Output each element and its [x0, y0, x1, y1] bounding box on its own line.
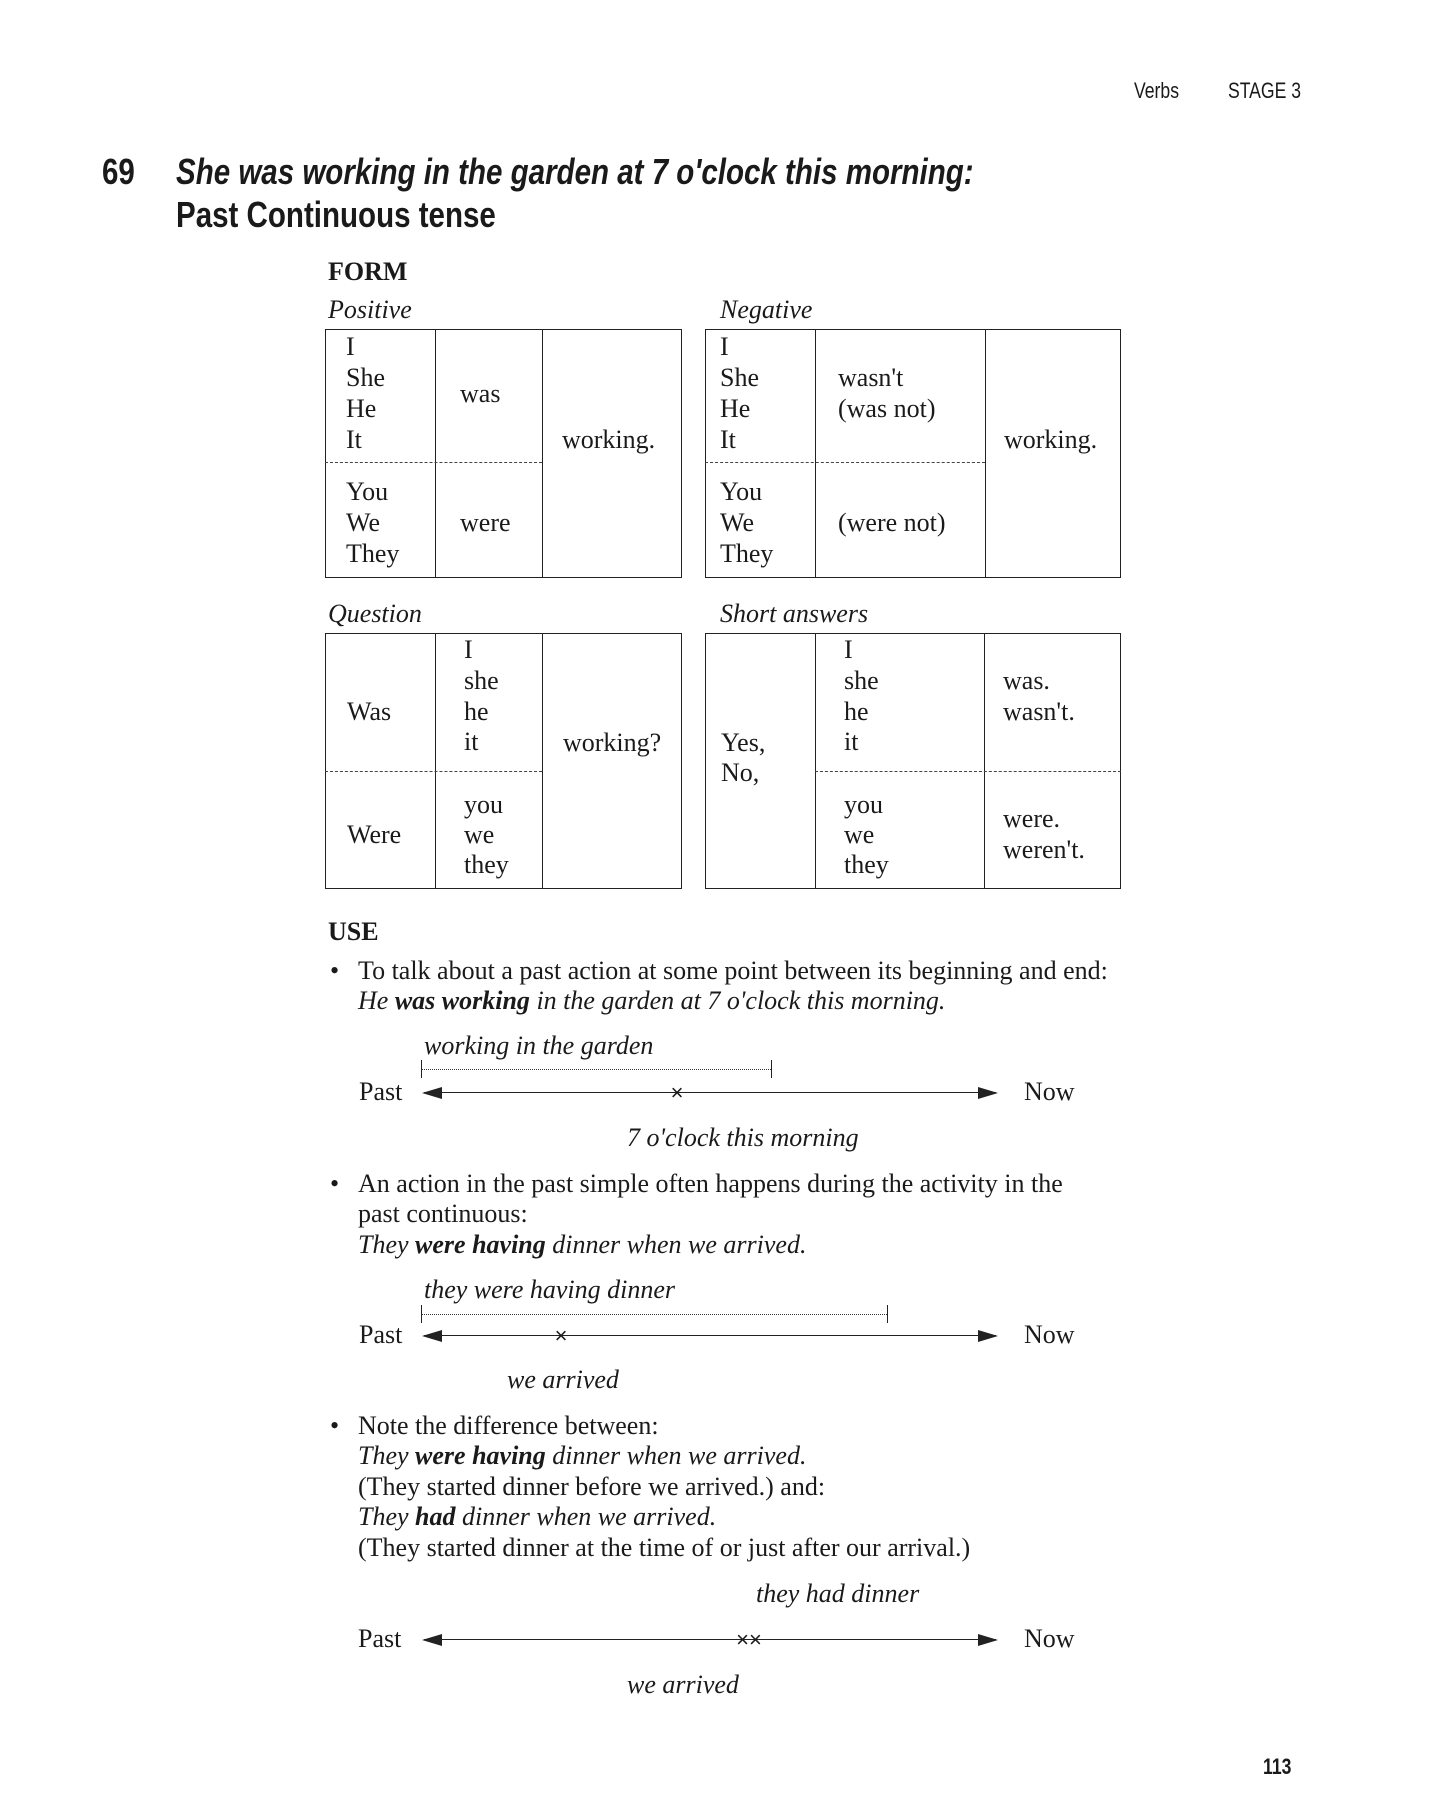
- main-verb: working?: [563, 728, 662, 757]
- positive-label: Positive: [328, 295, 412, 324]
- past-label: Past: [359, 1320, 403, 1349]
- use-text: Note the difference between:: [358, 1411, 659, 1440]
- use-text: To talk about a past action at some point between its beginning and end:: [358, 956, 1108, 985]
- verb: were: [460, 508, 511, 537]
- now-label: Now: [1024, 1077, 1075, 1106]
- now-label: Now: [1024, 1320, 1075, 1349]
- double-x-mark: ××: [736, 1627, 762, 1652]
- use-text: (They started dinner at the time of or just after our arrival.): [358, 1533, 971, 1562]
- subject: I: [346, 332, 355, 361]
- subject: it: [464, 727, 479, 756]
- subject: She: [346, 363, 385, 392]
- unit-title: She was working in the garden at 7 o'clock this morning:: [176, 151, 974, 192]
- subject: They: [346, 539, 400, 568]
- page-number: 113: [1263, 1754, 1292, 1779]
- subject: she: [844, 666, 879, 695]
- subject: you: [844, 790, 883, 819]
- short-answers-label: Short answers: [720, 599, 869, 628]
- verb: (were not): [838, 508, 946, 537]
- subject: she: [464, 666, 499, 695]
- question-label: Question: [328, 599, 422, 628]
- yes: Yes,: [721, 728, 766, 757]
- verb: wasn't: [838, 363, 904, 392]
- bullet-icon: •: [330, 1411, 340, 1440]
- main-verb: working.: [562, 425, 656, 454]
- subject: We: [346, 508, 380, 537]
- auxiliary: Were: [347, 820, 402, 849]
- subject: You: [346, 477, 389, 506]
- use-heading: USE: [328, 917, 379, 946]
- running-header-stage: STAGE 3: [1228, 78, 1302, 103]
- past-label: Past: [358, 1624, 402, 1653]
- subject: we: [844, 820, 875, 849]
- unit-number: 69: [102, 151, 135, 192]
- x-mark: ×: [670, 1080, 684, 1105]
- subject: I: [720, 332, 729, 361]
- use-text: An action in the past simple often happens during the activity in the: [358, 1169, 1063, 1198]
- subject: you: [464, 790, 503, 819]
- subject: They: [720, 539, 774, 568]
- subject: It: [720, 425, 736, 454]
- subject: We: [720, 508, 754, 537]
- main-verb: working.: [1004, 425, 1098, 454]
- timeline-top-label: they were having dinner: [424, 1275, 676, 1304]
- timeline-bottom-label: we arrived: [627, 1670, 739, 1699]
- answer: weren't.: [1003, 835, 1085, 864]
- subject: he: [464, 697, 489, 726]
- now-label: Now: [1024, 1624, 1075, 1653]
- verb: was: [460, 379, 501, 408]
- bullet-icon: •: [330, 956, 340, 985]
- subject: He: [346, 394, 377, 423]
- example-sentence: They were having dinner when we arrived.: [358, 1230, 807, 1259]
- past-label: Past: [359, 1077, 403, 1106]
- x-mark: ×: [554, 1323, 568, 1348]
- no: No,: [721, 758, 760, 787]
- answer: was.: [1003, 666, 1050, 695]
- subject: You: [720, 477, 763, 506]
- subject: he: [844, 697, 869, 726]
- unit-subtitle: Past Continuous tense: [176, 194, 496, 235]
- timeline-bottom-label: 7 o'clock this morning: [627, 1123, 859, 1152]
- subject: they: [844, 850, 889, 879]
- example-sentence: They had dinner when we arrived.: [358, 1502, 717, 1531]
- subject: She: [720, 363, 759, 392]
- use-text: past continuous:: [358, 1199, 528, 1228]
- auxiliary: Was: [347, 697, 392, 726]
- subject: we: [464, 820, 495, 849]
- subject: He: [720, 394, 751, 423]
- example-sentence: They were having dinner when we arrived.: [358, 1441, 807, 1470]
- form-heading: FORM: [328, 257, 408, 286]
- subject: I: [844, 635, 853, 664]
- running-header-section: Verbs: [1134, 78, 1180, 103]
- answer: were.: [1003, 804, 1061, 833]
- timeline-bottom-label: we arrived: [507, 1365, 619, 1394]
- verb: (was not): [838, 394, 936, 423]
- example-sentence: He was working in the garden at 7 o'clock this morning.: [358, 986, 946, 1015]
- subject: they: [464, 850, 509, 879]
- subject: It: [346, 425, 362, 454]
- negative-label: Negative: [720, 295, 813, 324]
- answer: wasn't.: [1003, 697, 1075, 726]
- timeline-top-label: they had dinner: [756, 1579, 920, 1608]
- subject: it: [844, 727, 859, 756]
- use-text: (They started dinner before we arrived.) and:: [358, 1472, 826, 1501]
- bullet-icon: •: [330, 1169, 340, 1198]
- subject: I: [464, 635, 473, 664]
- timeline-top-label: working in the garden: [424, 1031, 654, 1060]
